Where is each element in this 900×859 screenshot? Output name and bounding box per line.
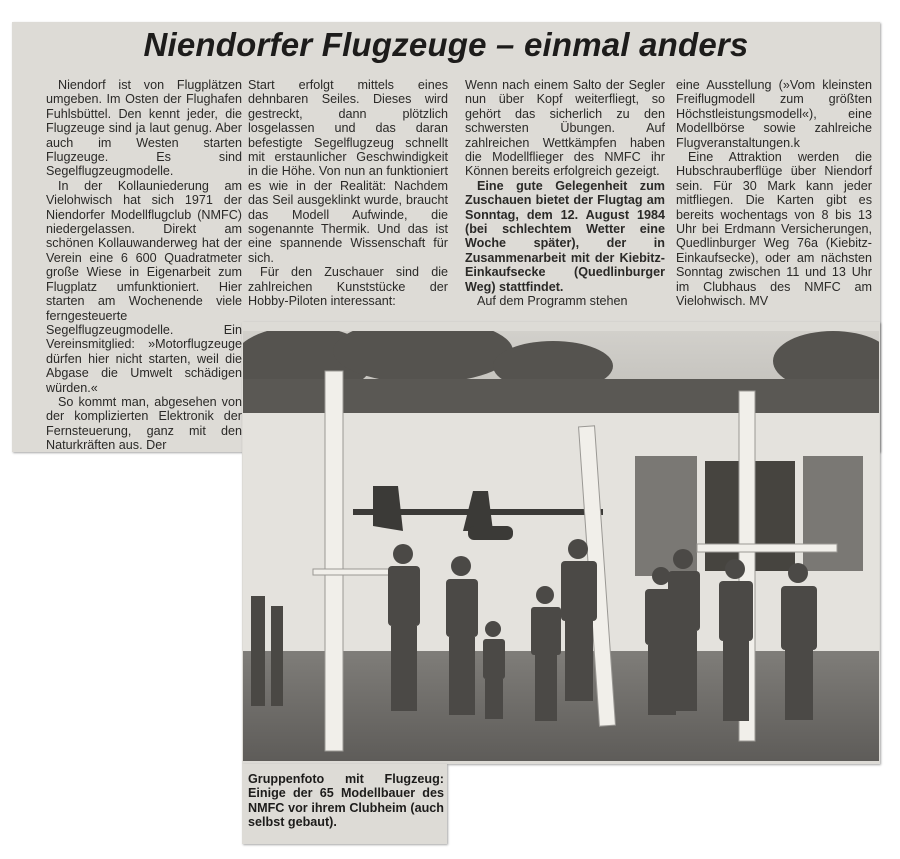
paragraph: Niendorf ist von Flugplätzen umgeben. Im Osten der Flughafen Fuhlsbüttel. Den kennt jeder, die Flugzeuge sind ja laut genug. Aber auch im Westen starten Flugzeuge. Es sind Segelflugzeugmodelle. (46, 78, 242, 179)
person (446, 556, 478, 715)
paragraph: Eine Attraktion werden die Hubschrauberflüge über Niendorf sein. Für 30 Mark kann jeder mitfliegen. Die Karten gibt es bereits wochentags von 8 bis 13 Uhr bei Erdmann Versicherungen, Quedlinburger Weg 76a (Kiebitz-Einkaufsecke), oder am nächsten Sonntag zwischen 11 und 13 Uhr im Clubhaus des NMFC am Vielohwisch. MV (676, 150, 872, 309)
paragraph: Start erfolgt mittels eines dehnbaren Seiles. Dieses wird gestreckt, dann plötzlich losgelassen und das daran befestigte Segelflugzeug schnellt mit erstaunlicher Geschwindigkeit in die Höhe. Von nun an funktioniert es wie in der Realität: Nachdem das Seil ausgeklinkt wurde, braucht das Modell Aufwinde, die sogenannte Thermik. Und das ist eine spannende Wissenschaft für sich. (248, 78, 448, 265)
paragraph: eine Ausstellung (»Vom kleinsten Freiflugmodell zum größten Höchstleistungsmodell«), eine Modellbörse sowie zahlreiche Flugveranstaltungen.k (676, 78, 872, 150)
paragraph: Auf dem Programm stehen (477, 294, 628, 309)
paragraph: Für den Zuschauer sind die zahlreichen Kunststücke der Hobby-Piloten interessant: (248, 265, 448, 309)
window-shutter (803, 456, 863, 571)
fence-post (251, 596, 265, 706)
paragraph: In der Kollauniederung am Vielohwisch hat sich 1971 der Niendorfer Modellflugclub (NMFC) niedergelassen. Direkt am schönen Kollauwanderweg hat der Verein eine 6 600 Quadratmeter große Wiese in Eigenarbeit zum Flugplatz umfunktioniert. Hier starten am Wochenende viele ferngesteuerte Segelflugzeugmodelle. Ein Vereinsmitglied: »Motorflugzeuge dürfen hier nicht starten, weil die Abgase die Umwelt schädigen würden.« (46, 178, 242, 395)
newspaper-clipping (12, 22, 890, 844)
text-column-3 (465, 78, 665, 309)
photo-caption: Gruppenfoto mit Flugzeug: Einige der 65 Modellbauer des NMFC vor ihrem Clubheim (auch selbst gebaut). (248, 772, 444, 830)
highlight-paragraph: Eine gute Gelegenheit zum Zuschauen bietet der Flugtag am Sonntag, dem 12. August 1984 (bei schlechtem Wetter eine Woche später), der in Zusammenarbeit mit der Kiebitz-Einkaufsecke (Quedlinburger Weg) stattfindet. (465, 178, 665, 294)
paragraph: So kommt man, abgesehen von der komplizierten Elektronik der Fernsteuerung, ganz mit den Naturkräften aus. Der (46, 394, 242, 453)
fence-post (271, 606, 283, 706)
person (561, 539, 597, 701)
person (781, 563, 817, 720)
group-photo (243, 331, 879, 761)
headline: Niendorfer Flugzeuge – einmal anders (143, 26, 749, 63)
person (719, 559, 753, 721)
text-column-2 (248, 78, 448, 309)
person (388, 544, 420, 711)
text-column-4 (676, 78, 872, 309)
text-column-1 (46, 78, 242, 453)
person (668, 549, 700, 711)
paragraph: Wenn nach einem Salto der Segler nun über Kopf weiterfliegt, so gehört das sicherlich zu den schwersten Übungen. Auf zahlreichen Wettkämpfen haben die Modellflieger des NMFC ihr Können bereits erfolgreich gezeigt. (465, 78, 665, 179)
